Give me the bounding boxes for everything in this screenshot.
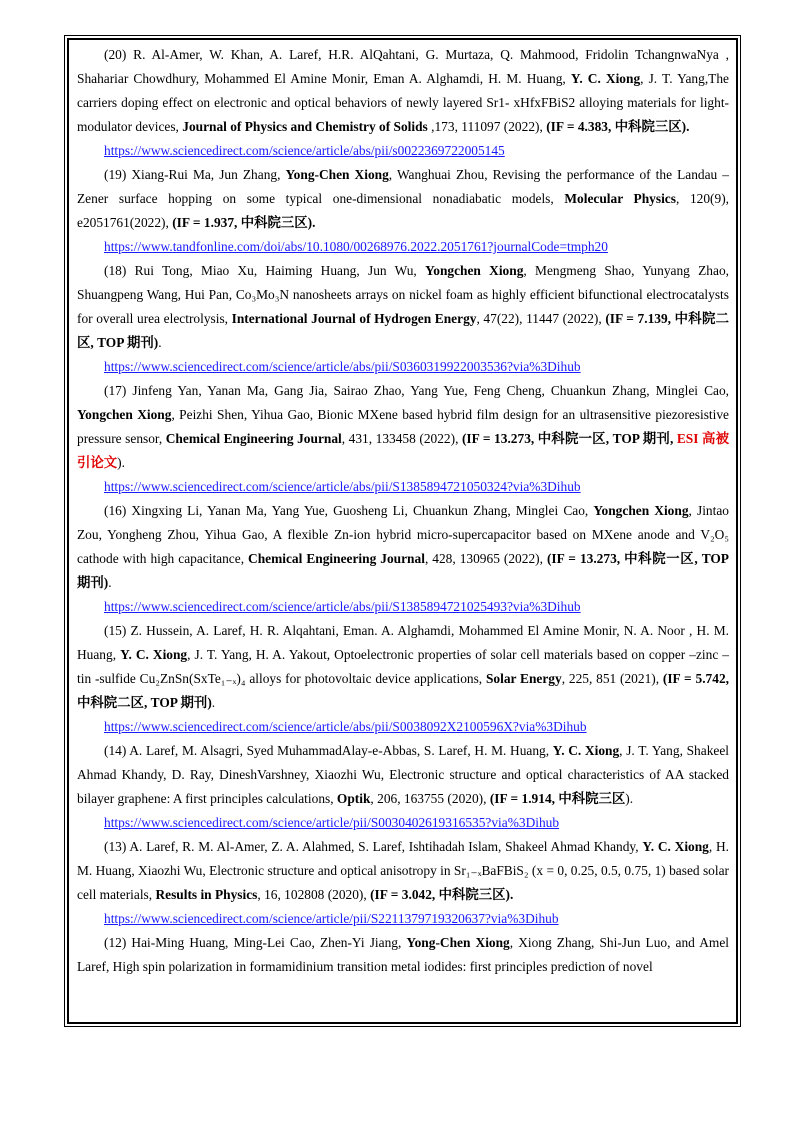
citation-text: , 225, 851 (2021),: [561, 671, 663, 686]
reference-citation: [77, 499, 729, 595]
bold-text: Y. C. Xiong: [570, 71, 641, 86]
citation-text: , Peizhi Shen, Yihua Gao, Bionic MXene based hybrid film design for an ultrasensitive piezoresistive pressure sensor,: [77, 407, 729, 446]
reference-link[interactable]: https://www.sciencedirect.com/science/article/pii/S2211379719320637?via%3Dihub: [104, 911, 559, 926]
reference-citation: [77, 379, 729, 475]
citation-text: .: [211, 695, 216, 710]
reference-link[interactable]: https://www.sciencedirect.com/science/article/abs/pii/S0360319922003536?via%3Dihub: [104, 359, 581, 374]
citation-text: , Jintao Zou, Yongheng Zhou, Yihua Gao, A flexible Zn-ion hybrid micro-supercapacitor based on MXene anode and V₂O₅ cathode with high capacitance,: [77, 503, 729, 566]
citation-text: ,173, 111097 (2022),: [427, 119, 547, 134]
reference-entry: [77, 259, 729, 379]
citation-text: , H. M. Huang, Xiaozhi Wu, Electronic structure and optical anisotropy in Sr₁₋ₓBaFBiS₂ (x = 0, 0.25, 0.5, 0.75, 1) based solar cell materials,: [77, 839, 730, 902]
page-border-frame: [67, 38, 738, 1024]
reference-citation: [77, 619, 729, 715]
citation-text: , 47(22), 11447 (2022),: [476, 311, 606, 326]
citation-text: , Xiong Zhang, Shi-Jun Luo, and Amel Laref, High spin polarization in formamidinium transition metal iodides: first principles prediction of novel: [77, 935, 729, 974]
citation-text: , J. T. Yang, Shakeel Ahmad Khandy, D. Ray, DineshVarshney, Xiaozhi Wu, Electronic structure and optical characteristics of AA stacked bilayer graphene: A first principles calculations,: [77, 743, 729, 806]
reference-entry: [77, 835, 729, 931]
citation-text: (18) Rui Tong, Miao Xu, Haiming Huang, Jun Wu,: [104, 263, 426, 278]
bold-text: (IF = 1.937, 中科院三区).: [172, 215, 316, 230]
bold-text: (IF = 13.273, 中科院一区, TOP 期刊): [77, 551, 729, 590]
bold-text: (IF = 13.273, 中科院一区, TOP 期刊,: [461, 431, 677, 446]
bold-text: Chemical Engineering Journal: [248, 551, 425, 566]
reference-link[interactable]: https://www.sciencedirect.com/science/article/abs/pii/S0038092X2100596X?via%3Dihub: [104, 719, 587, 734]
citation-text: ).: [625, 791, 634, 806]
bold-text: Journal of Physics and Chemistry of Solids: [182, 119, 428, 134]
citation-text: , 431, 133458 (2022),: [341, 431, 462, 446]
citation-text: .: [158, 335, 162, 350]
reference-link[interactable]: https://www.sciencedirect.com/science/article/abs/pii/S1385894721025493?via%3Dihub: [104, 599, 581, 614]
citation-text: , 120(9), e2051761(2022),: [77, 191, 729, 230]
citation-text: , Mengmeng Shao, Yunyang Zhao, Shuangpeng Wang, Hui Pan, Co₃Mo₃N nanosheets arrays on nickel foam as highly efficient bifunctional electrocatalysts for overall urea electrolysis,: [77, 263, 729, 326]
bold-text: Y. C. Xiong: [552, 743, 620, 758]
citation-text: (13) A. Laref, R. M. Al-Amer, Z. A. Alahmed, S. Laref, Ishtihadah Islam, Shakeel Ahmad Khandy,: [104, 839, 643, 854]
bold-text: Yongchen Xiong: [77, 407, 172, 422]
bold-text: Molecular Physics: [564, 191, 676, 206]
reference-citation: [77, 259, 729, 355]
bold-text: Yong-Chen Xiong: [406, 935, 510, 950]
bold-text: International Journal of Hydrogen Energy: [231, 311, 477, 326]
reference-citation: [77, 931, 729, 979]
citation-text: (16) Xingxing Li, Yanan Ma, Yang Yue, Guosheng Li, Chuankun Zhang, Minglei Cao,: [104, 503, 594, 518]
reference-entry: [77, 739, 729, 835]
bold-text: Y. C. Xiong: [642, 839, 709, 854]
citation-text: , J. T. Yang, H. A. Yakout, Optoelectronic properties of solar cell materials based on copper –zinc –tin -sulfide Cu₂ZnSn(SxTe₁₋ₓ)₄ alloys for photovoltaic device applications,: [77, 647, 729, 686]
citation-text: (12) Hai-Ming Huang, Ming-Lei Cao, Zhen-Yi Jiang,: [104, 935, 407, 950]
reference-citation: [77, 43, 729, 139]
citation-text: (19) Xiang-Rui Ma, Jun Zhang,: [104, 167, 286, 182]
citation-text: , Wanghuai Zhou, Revising the performance of the Landau –Zener surface hopping on some typical one-dimensional nonadiabatic models,: [77, 167, 729, 206]
bold-text: (IF = 5.742, 中科院二区, TOP 期刊): [77, 671, 729, 710]
bold-text: (IF = 4.383, 中科院三区).: [546, 119, 690, 134]
bold-text: Results in Physics: [155, 887, 258, 902]
citation-text: , 206, 163755 (2020),: [370, 791, 490, 806]
reference-entry: [77, 619, 729, 739]
reference-link[interactable]: https://www.sciencedirect.com/science/article/abs/pii/s0022369722005145: [104, 143, 505, 158]
reference-entry: [77, 163, 729, 259]
citation-text: (14) A. Laref, M. Alsagri, Syed MuhammadAlay-e-Abbas, S. Laref, H. M. Huang,: [104, 743, 553, 758]
bold-text: Solar Energy: [485, 671, 562, 686]
citation-text: (15) Z. Hussein, A. Laref, H. R. Alqahtani, Eman. A. Alghamdi, Mohammed El Amine Monir, N. A. Noor , H. M. Huang,: [77, 623, 729, 662]
citation-text: .: [108, 575, 112, 590]
bold-text: Yong-Chen Xiong: [285, 167, 389, 182]
bold-text: Yongchen Xiong: [425, 263, 524, 278]
reference-citation: [77, 835, 729, 907]
bold-text: Y. C. Xiong: [120, 647, 188, 662]
reference-list: [77, 43, 729, 979]
reference-entry: [77, 931, 729, 979]
bold-text: Chemical Engineering Journal: [165, 431, 342, 446]
reference-link[interactable]: https://www.sciencedirect.com/science/article/abs/pii/S1385894721050324?via%3Dihub: [104, 479, 581, 494]
reference-link[interactable]: https://www.sciencedirect.com/science/article/pii/S0030402619316535?via%3Dihub: [104, 815, 560, 830]
reference-citation: [77, 739, 729, 811]
bold-text: Yongchen Xiong: [593, 503, 689, 518]
bold-text: (IF = 1.914, 中科院三区: [489, 791, 626, 806]
citation-text: , 428, 130965 (2022),: [424, 551, 547, 566]
highlight-label: ESI 高被引论文: [77, 431, 730, 470]
citation-text: ).: [117, 455, 125, 470]
reference-entry: [77, 499, 729, 619]
bold-text: Optik: [336, 791, 371, 806]
reference-entry: [77, 379, 729, 499]
bold-text: (IF = 3.042, 中科院三区).: [370, 887, 514, 902]
citation-text: (20) R. Al-Amer, W. Khan, A. Laref, H.R. AlQahtani, G. Murtaza, Q. Mahmood, Fridolin TchangnwaNya , Shahariar Chowdhury, Mohammed El Amine Monir, Eman A. Alghamdi, H. M. Huang,: [77, 47, 729, 86]
reference-link[interactable]: https://www.tandfonline.com/doi/abs/10.1080/00268976.2022.2051761?journalCode=tmph20: [104, 239, 608, 254]
reference-citation: [77, 163, 729, 235]
reference-entry: [77, 43, 729, 163]
citation-text: (17) Jinfeng Yan, Yanan Ma, Gang Jia, Sairao Zhao, Yang Yue, Feng Cheng, Chuankun Zhang, Minglei Cao,: [104, 383, 729, 398]
bold-text: (IF = 7.139, 中科院二区, TOP 期刊): [77, 311, 729, 350]
citation-text: , J. T. Yang,The carriers doping effect on electronic and optical behaviors of newly layered Sr1- xHfxFBiS2 alloying materials for light-modulator devices,: [77, 71, 729, 134]
citation-text: , 16, 102808 (2020),: [257, 887, 371, 902]
